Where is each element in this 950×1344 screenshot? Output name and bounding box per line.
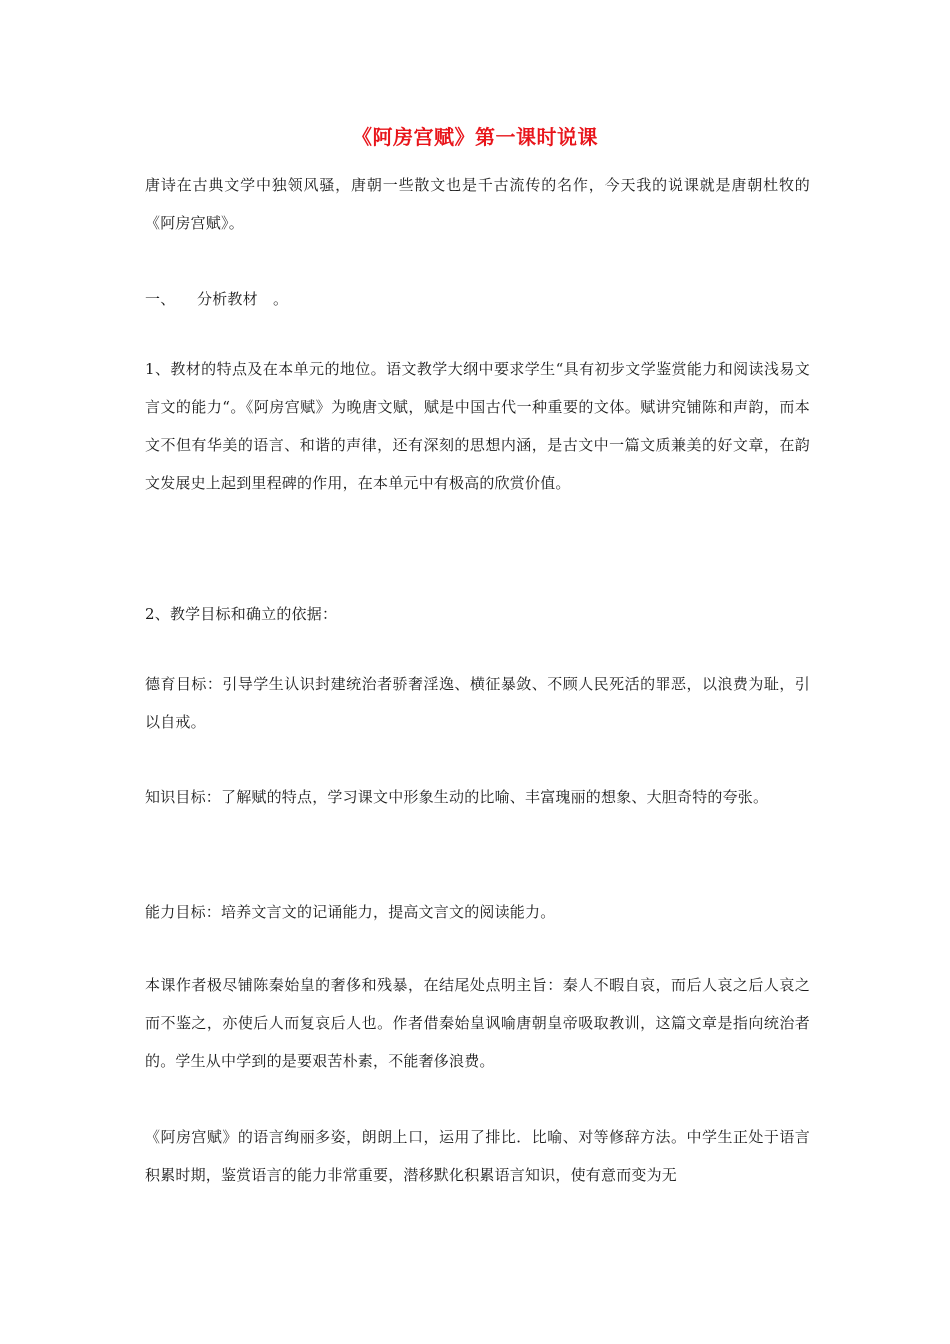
section-number: 一、 [145,290,176,308]
language-paragraph: 《阿房宫赋》的语言绚丽多姿，朗朗上口，运用了排比．比喻、对等修辞方法。中学生正处于语言积累时期，鉴赏语言的能力非常重要，潜移默化积累语言知识，使有意而变为无 [145,1128,810,1184]
section-heading-text: 分析教材 。 [197,290,289,308]
theme-paragraph: 本课作者极尽铺陈秦始皇的奢侈和残暴，在结尾处点明主旨：秦人不暇自哀，而后人哀之后人哀之而不鉴之，亦使后人而复哀后人也。作者借秦始皇讽喻唐朝皇帝吸取教训，这篇文章是指向统治者的。学生从中学到的是要艰苦朴素，不能奢侈浪费。 [145,976,810,1070]
intro-paragraph: 唐诗在古典文学中独领风骚，唐朝一些散文也是千古流传的名作，今天我的说课就是唐朝杜牧的《阿房宫赋》。 [145,176,810,232]
moral-goal-paragraph: 德育目标：引导学生认识封建统治者骄奢淫逸、横征暴敛、不顾人民死活的罪恶，以浪费为耻，引以自戒。 [145,675,810,731]
document-title: 《阿房宫赋》第一课时说课 [352,125,598,149]
section-heading [145,280,810,318]
item-1-paragraph: 1、教材的特点及在本单元的地位。语文教学大纲中要求学生“具有初步文学鉴赏能力和阅读浅易文言文的能力“。《阿房宫赋》为晚唐文赋，赋是中国古代一种重要的文体。赋讲究铺陈和声韵，而本文不但有华美的语言、和谐的声律，还有深刻的思想内涵，是古文中一篇文质兼美的好文章，在韵文发展史上起到里程碑的作用，在本单元中有极高的欣赏价值。 [145,360,810,492]
knowledge-goal-paragraph: 知识目标：了解赋的特点，学习课文中形象生动的比喻、丰富瑰丽的想象、大胆奇特的夸张。 [145,788,769,806]
ability-goal-paragraph: 能力目标：培养文言文的记诵能力，提高文言文的阅读能力。 [145,903,556,921]
item-2-paragraph: 2、教学目标和确立的依据： [145,605,338,623]
